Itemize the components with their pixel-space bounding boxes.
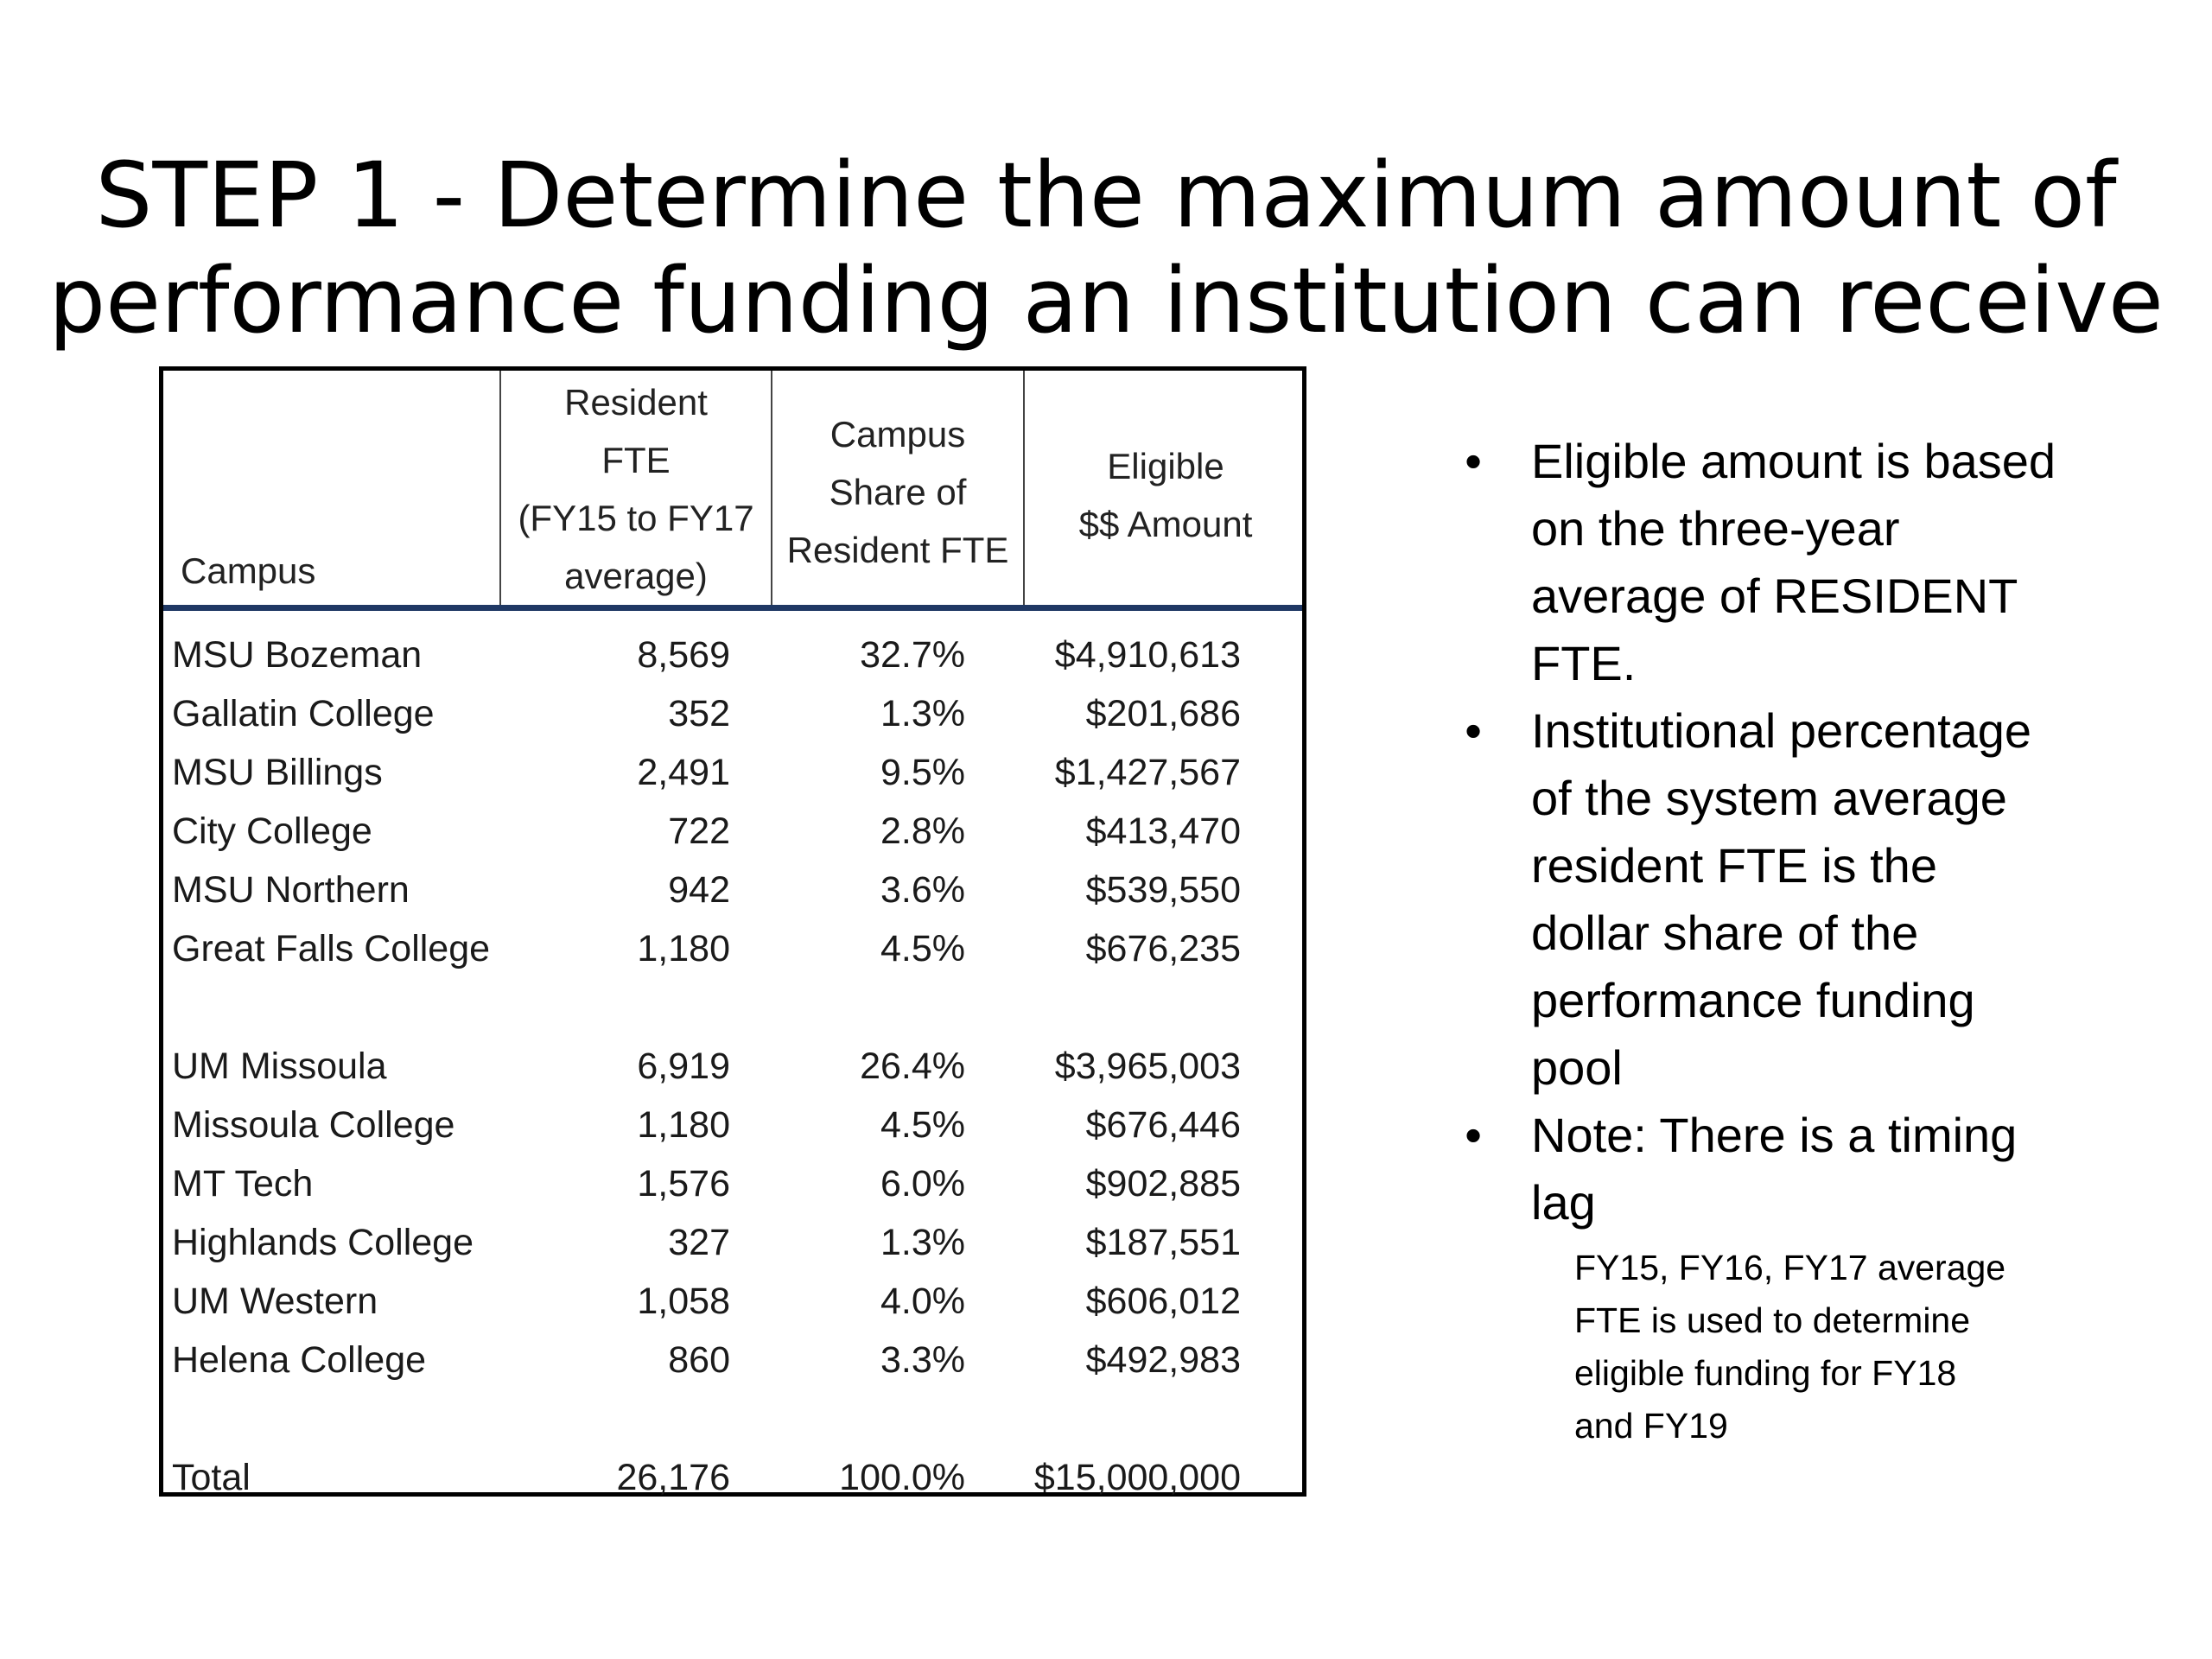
table-row [163,861,1302,919]
total-row [163,1448,1302,1507]
fte-cell: 8,569 [637,634,730,676]
bullet-line: lag [1531,1175,1596,1230]
share-cell: 1.3% [880,1222,965,1263]
fte-cell: 1,576 [637,1163,730,1205]
funding-table [159,366,1306,1497]
share-cell: 32.7% [860,634,965,676]
campus-cell: MSU Bozeman [172,634,423,676]
table-row [163,919,1302,978]
bullet-dot-icon: • [1465,703,1482,758]
subnote-line: FTE is used to determine [1574,1300,1971,1340]
amount-cell: $201,686 [1085,693,1241,734]
table-body [163,626,1302,1507]
amount-cell: $413,470 [1085,810,1241,852]
fte-cell: 942 [668,869,730,911]
amount-cell: $606,012 [1085,1281,1241,1322]
bullet-line: performance funding [1531,973,1975,1027]
fte-cell: 1,180 [637,928,730,969]
amount-cell: $492,983 [1085,1339,1241,1381]
header-amount-line: $$ Amount [1078,504,1253,544]
bullet-line: Eligible amount is based [1531,434,2056,488]
amount-cell: $1,427,567 [1054,752,1241,793]
table-row [163,1096,1302,1154]
table-row [163,1213,1302,1272]
amount-cell: $676,446 [1085,1104,1241,1146]
share-cell: 6.0% [880,1163,965,1205]
fte-cell: 26,176 [616,1457,730,1498]
header-share-line: Resident FTE [786,530,1009,570]
bullet-item [1460,697,2186,1102]
campus-cell: UM Western [172,1281,378,1322]
campus-cell: Great Falls College [172,928,491,969]
header-fte-line: FTE [601,440,671,480]
amount-cell: $187,551 [1085,1222,1241,1263]
amount-cell: $539,550 [1085,869,1241,911]
campus-cell: Helena College [172,1339,427,1381]
amount-cell: $15,000,000 [1033,1457,1241,1498]
bullet-line: FTE. [1531,636,1637,690]
header-eligible-amount [1025,371,1306,605]
bullet-list [1460,428,2186,1452]
subnote-line: and FY19 [1574,1406,1728,1446]
bullet-item [1460,1102,2186,1236]
campus-cell: MT Tech [172,1163,314,1205]
bullet-dot-icon: • [1465,1108,1482,1162]
campus-cell: MSU Northern [172,869,410,911]
amount-cell: $902,885 [1085,1163,1241,1205]
campus-cell: Missoula College [172,1104,455,1146]
share-cell: 1.3% [880,693,965,734]
header-campus-label: Campus [181,550,316,591]
header-resident-fte [501,371,772,605]
amount-cell: $3,965,003 [1054,1046,1241,1087]
slide-title [0,143,2212,353]
header-fte-line: (FY15 to FY17 [518,498,754,538]
fte-cell: 352 [668,693,730,734]
fte-cell: 722 [668,810,730,852]
header-share-line: Share of [829,472,967,512]
fte-cell: 2,491 [637,752,730,793]
fte-cell: 1,058 [637,1281,730,1322]
amount-cell: $676,235 [1085,928,1241,969]
campus-cell: UM Missoula [172,1046,387,1087]
share-cell: 4.5% [880,1104,965,1146]
table-row [163,1154,1302,1213]
fte-cell: 860 [668,1339,730,1381]
bullet-line: resident FTE is the [1531,838,1937,893]
bullet-dot-icon: • [1465,434,1482,488]
fte-cell: 327 [668,1222,730,1263]
header-share-line: Campus [830,414,966,454]
fte-cell: 1,180 [637,1104,730,1146]
header-amount-line: Eligible [1107,446,1224,486]
campus-cell: Total [172,1457,251,1498]
header-fte-line: Resident [564,382,708,423]
campus-cell: Gallatin College [172,693,435,734]
bullet-line: on the three-year [1531,501,1900,556]
campus-cell: City College [172,810,372,852]
share-cell: 26.4% [860,1046,965,1087]
share-cell: 3.6% [880,869,965,911]
campus-cell: MSU Billings [172,752,383,793]
share-cell: 4.5% [880,928,965,969]
bullet-line: pool [1531,1040,1623,1095]
subnote-line: eligible funding for FY18 [1574,1353,1957,1393]
share-cell: 2.8% [880,810,965,852]
table-row [163,802,1302,861]
table-row [163,1037,1302,1096]
table-row [163,743,1302,802]
table-row [163,626,1302,684]
table-row [163,684,1302,743]
share-cell: 9.5% [880,752,965,793]
table-header [163,371,1302,611]
campus-cell: Highlands College [172,1222,474,1263]
header-fte-line: average) [564,556,708,596]
title-line-2: performance funding an institution can receive [48,248,2164,353]
bullet-line: dollar share of the [1531,906,1919,960]
fte-cell: 6,919 [637,1046,730,1087]
share-cell: 4.0% [880,1281,965,1322]
bullet-line: Institutional percentage [1531,703,2032,758]
title-line-1: STEP 1 - Determine the maximum amount of [95,143,2117,248]
bullet-line: Note: There is a timing [1531,1108,2018,1162]
amount-cell: $4,910,613 [1054,634,1241,676]
header-campus [163,371,501,605]
share-cell: 3.3% [880,1339,965,1381]
bullet-line: average of RESIDENT [1531,569,2018,623]
timing-subnote [1574,1242,2058,1452]
subnote-line: FY15, FY16, FY17 average [1574,1248,2006,1287]
header-campus-share [772,371,1025,605]
bullet-item [1460,428,2186,697]
bullet-line: of the system average [1531,771,2007,825]
table-row [163,1331,1302,1389]
share-cell: 100.0% [839,1457,965,1498]
table-row [163,1272,1302,1331]
